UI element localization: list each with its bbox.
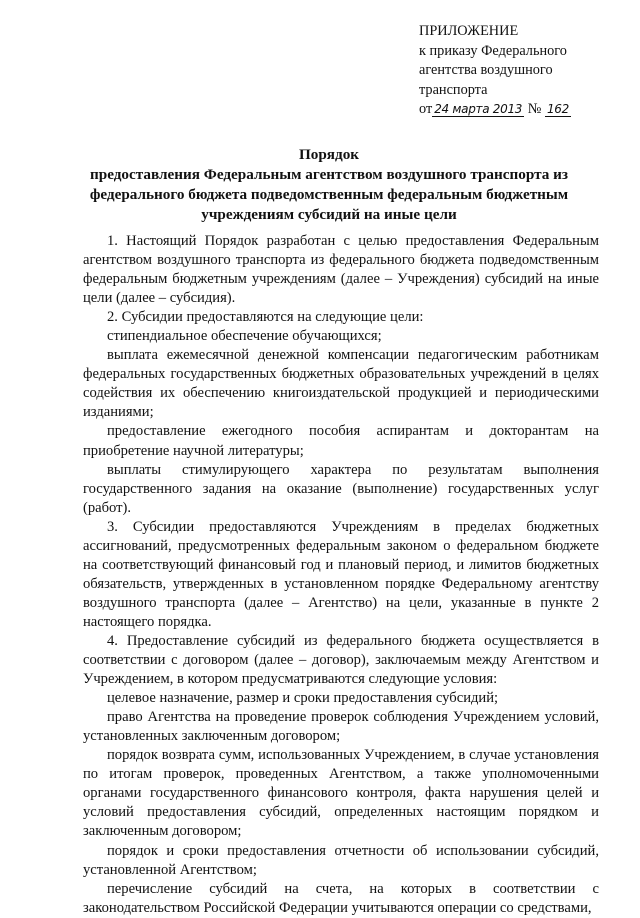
paragraph-8: 4. Предоставление субсидий из федерального бюджета осуществляется в соответствии с договором (далее – договор), заключаемым между Агентством и Учреждением, в котором предусматриваются следующие условия: [83,632,599,688]
paragraph-2: 2. Субсидии предоставляются на следующие цели: [107,309,424,326]
title-line-4: учреждениям субсидий на иные цели [201,206,457,223]
title-line-2: предоставления Федеральным агентством воздушного транспорта из [90,166,568,183]
attachment-date-line [419,100,619,120]
number-sign: № [527,101,542,117]
paragraph-1: 1. Настоящий Порядок разработан с целью предоставления Федеральным агентством воздушного транспорта из федерального бюджета подведомственным федеральным бюджетным учреждениям (далее – Учреждения) субсидий на иные цели (далее – субсидия). [83,233,599,307]
handwritten-number: 162 [546,102,569,116]
paragraph-3: стипендиальное обеспечение обучающихся; [107,328,382,345]
paragraph-10: право Агентства на проведение проверок соблюдения Учреждением условий, установленных заключенным договором; [83,709,599,745]
attachment-line-1: к приказу Федерального [419,42,567,59]
title-line-3: федерального бюджета подведомственным федеральным бюджетным [89,186,569,203]
paragraph-6: выплаты стимулирующего характера по результатам выполнения государственного задания на оказание (выполнение) государственных услуг (работ). [83,461,599,516]
document-title [30,145,628,225]
date-prefix: от [419,101,433,117]
paragraph-11: порядок возврата сумм, использованных Учреждением, в случае установления по итогам проверок, проведенных Агентством, а также уполномоченными органами государственного финансового контроля, факта нарушения целей и условий предоставления субсидий, определенных настоящим порядком и заключенным договором; [83,747,599,840]
paragraph-12: порядок и сроки предоставления отчетности об использовании субсидий, установленной Агентством; [83,842,599,878]
paragraph-13: перечисление субсидий на счета, на которых в соответствии с законодательством Российской Федерации учитываются операции со средствами, [83,880,599,916]
attachment-heading: ПРИЛОЖЕНИЕ [419,23,519,39]
paragraph-9: целевое назначение, размер и сроки предоставления субсидий; [107,690,499,707]
attachment-block [419,22,619,120]
paragraph-7: 3. Субсидии предоставляются Учреждениям в пределах бюджетных ассигнований, предусмотренных федеральным законом о федеральном бюджете на соответствующий финансовый год и плановый период, и лимитов бюджетных обязательств, утвержденных в установленном порядке Федеральному агентству воздушного транспорта (далее – Агентство) на цели, указанные в пункте 2 настоящего порядка. [83,518,599,630]
paragraph-4: выплата ежемесячной денежной компенсации педагогическим работникам федеральных государственных бюджетных образовательных учреждений в целях содействия их обеспечению книгоиздательской продукцией и периодическими изданиями; [83,347,599,421]
paragraph-5: предоставление ежегодного пособия аспирантам и докторантам на приобретение научной литературы; [83,423,599,459]
title-line-1: Порядок [298,146,360,163]
document-body [83,232,599,918]
handwritten-date: 24 марта 2013 [434,102,523,116]
attachment-line-2: агентства воздушного [419,62,553,78]
attachment-line-3: транспорта [419,81,488,98]
